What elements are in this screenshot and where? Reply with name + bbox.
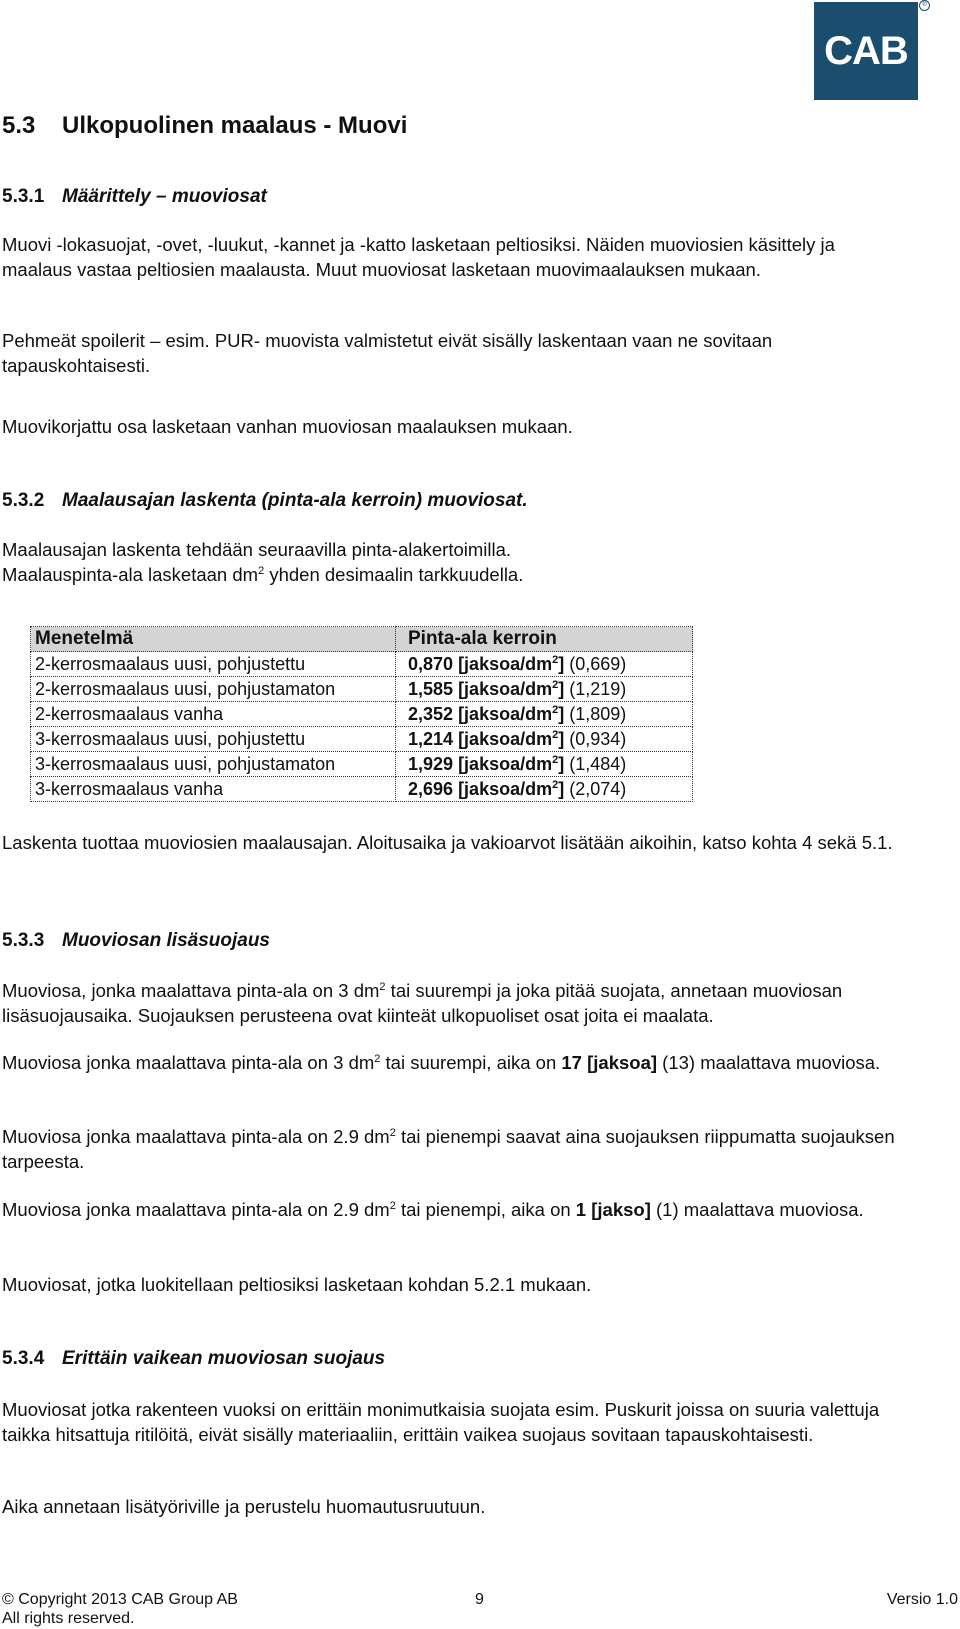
table-row (31, 752, 693, 777)
footer-copyright: © Copyright 2013 CAB Group AB (2, 1591, 238, 1608)
registered-mark: ® (919, 0, 930, 11)
column-header-coefficient: Pinta-ala kerroin (396, 627, 693, 652)
subsection-title: Maalausajan laskenta (pinta-ala kerroin) muoviosat. (62, 490, 528, 511)
subsection-title: Määrittely – muoviosat (62, 186, 267, 207)
coefficient-table (30, 626, 693, 802)
subsection-heading-1 (2, 186, 267, 208)
method-cell: 3-kerrosmaalaus uusi, pohjustettu (31, 727, 396, 752)
paragraph: Muovikorjattu osa lasketaan vanhan muoviosan maalauksen mukaan. (2, 416, 573, 437)
section-title: Ulkopuolinen maalaus - Muovi (62, 112, 408, 139)
paragraph: Laskenta tuottaa muoviosien maalausajan. Aloitusaika ja vakioarvot lisätään aikoihin, katso kohta 4 sekä 5.1. (2, 832, 893, 853)
paragraph: Pehmeät spoilerit – esim. PUR- muovista valmistetut eivät sisälly laskentaan vaan ne sovitaan tapauskohtaisesti. (2, 330, 773, 376)
method-cell: 2-kerrosmaalaus uusi, pohjustamaton (31, 677, 396, 702)
coefficient-cell: 1,929 $[jaksoa/dm^2]$ (1,484) (396, 752, 693, 777)
subsection-heading-4 (2, 1348, 385, 1370)
subsection-heading-3 (2, 930, 270, 952)
method-cell: 2-kerrosmaalaus vanha (31, 702, 396, 727)
subsection-number: 5.3.2 (2, 490, 45, 511)
method-cell: 3-kerrosmaalaus vanha (31, 777, 396, 802)
paragraph: Muoviosat, jotka luokitellaan peltiosiksi lasketaan kohdan 5.2.1 mukaan. (2, 1274, 592, 1295)
logo-text: CAB (824, 28, 908, 73)
coefficient-cell: 2,696 $[jaksoa/dm^2]$ (2,074) (396, 777, 693, 802)
subsection-number: 5.3.4 (2, 1348, 45, 1369)
table-row (31, 677, 693, 702)
method-cell: 2-kerrosmaalaus uusi, pohjustettu (31, 652, 396, 677)
coefficient-cell: 0,870 $[jaksoa/dm^2]$ (0,669) (396, 652, 693, 677)
subsection-number: 5.3.1 (2, 186, 45, 207)
paragraph: Maalausajan laskenta tehdään seuraavilla pinta-alakertoimilla. (2, 539, 512, 560)
method-cell: 3-kerrosmaalaus uusi, pohjustamaton (31, 752, 396, 777)
subsection-title: Erittäin vaikean muoviosan suojaus (62, 1348, 386, 1369)
section-heading (2, 112, 407, 140)
section-number: 5.3 (2, 112, 36, 139)
table-row (31, 652, 693, 677)
table-row (31, 702, 693, 727)
paragraph: Muoviosa jonka maalattava pinta-ala on 2.9 $dm^2$ tai pienempi saavat aina suojauksen riippumatta suojauksen tarpeesta. (2, 1126, 895, 1172)
coefficient-cell: 1,585 $[jaksoa/dm^2]$ (1,219) (396, 677, 693, 702)
cab-logo (814, 2, 918, 100)
table-row (31, 777, 693, 802)
paragraph: Muoviosat jotka rakenteen vuoksi on erittäin monimutkaisia suojata esim. Puskurit joissa on suuria valettuja taikka hitsattuja ritilöitä, eivät sisälly materiaaliin, erittäin vaikea suojaus sovitaan tapauskohtaisesti. (2, 1399, 880, 1445)
paragraph: Aika annetaan lisätyöriville ja perustelu huomautusruutuun. (2, 1496, 486, 1517)
table-header-row (31, 627, 693, 652)
coefficient-cell: 1,214 $[jaksoa/dm^2]$ (0,934) (396, 727, 693, 752)
table-row (31, 727, 693, 752)
footer-version: Versio 1.0 (886, 1591, 958, 1608)
column-header-method: Menetelmä (31, 627, 396, 652)
paragraph: Muovi -lokasuojat, -ovet, -luukut, -kannet ja -katto lasketaan peltiosiksi. Näiden muoviosien käsittely ja maalaus vastaa peltiosien maalausta. Muut muoviosat lasketaan muovimaalauksen mukaan. (2, 234, 835, 280)
paragraph: Muoviosa jonka maalattava pinta-ala on 3 $dm^2$ tai suurempi, aika on 17 [jaksoa] (13) maalattava muoviosa. (2, 1052, 881, 1073)
paragraph: Muoviosa jonka maalattava pinta-ala on 2.9 $dm^2$ tai pienempi, aika on 1 [jakso] (1) maalattava muoviosa. (2, 1199, 864, 1220)
subsection-number: 5.3.3 (2, 930, 45, 951)
coefficient-cell: 2,352 $[jaksoa/dm^2]$ (1,809) (396, 702, 693, 727)
paragraph: Muoviosa, jonka maalattava pinta-ala on 3 $dm^2$ tai suurempi ja joka pitää suojata, annetaan muoviosan lisäsuojausaika. Suojauksen perusteena ovat kiinteät ulkopuoliset osat joita ei maalata. (2, 980, 843, 1026)
subsection-title: Muoviosan lisäsuojaus (62, 930, 270, 951)
subsection-heading-2 (2, 490, 528, 512)
footer-rights: All rights reserved. (2, 1610, 135, 1627)
page-number: 9 (475, 1591, 484, 1608)
paragraph: Maalauspinta-ala lasketaan $dm^2$ yhden desimaalin tarkkuudella. (2, 564, 524, 585)
